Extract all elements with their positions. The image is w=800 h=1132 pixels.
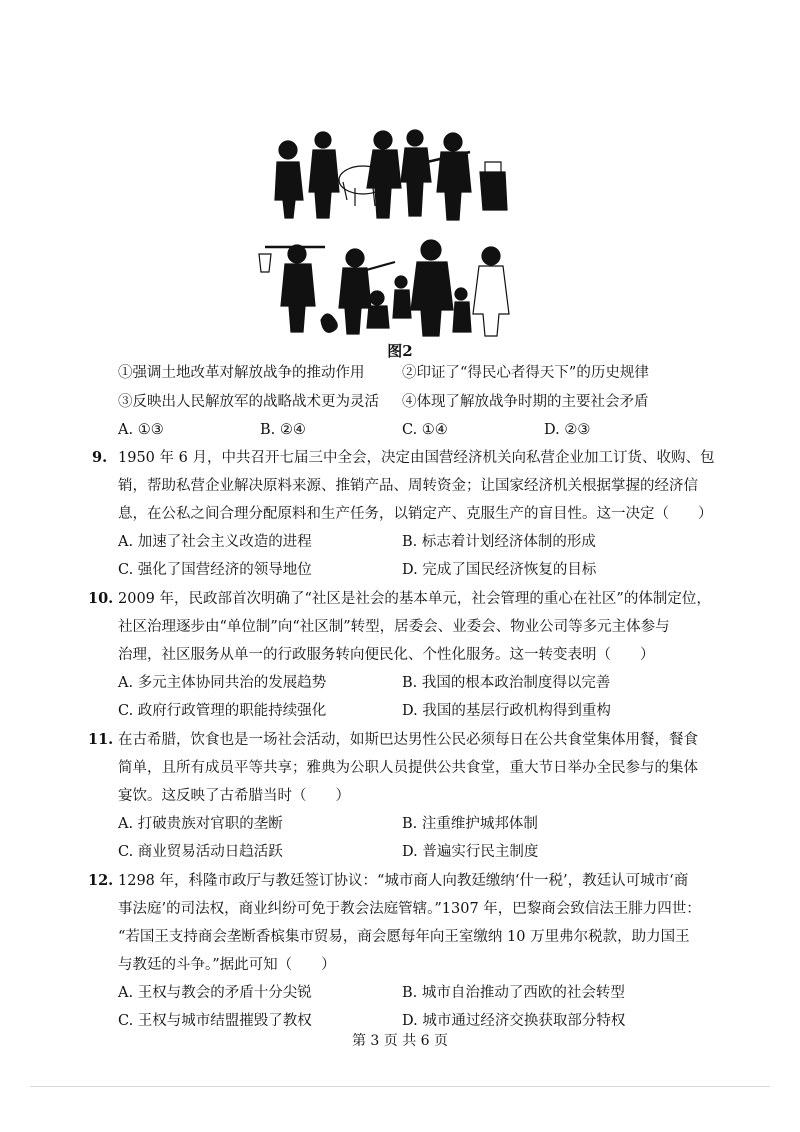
q10-option-c[interactable]: C. 政府行政管理的职能持续强化	[118, 703, 327, 719]
q12-number: 12.	[88, 872, 114, 889]
q8-option-d[interactable]: D. ②③	[544, 422, 591, 438]
q10-option-a[interactable]: A. 多元主体协同共治的发展趋势	[118, 675, 327, 691]
q10-option-b[interactable]: B. 我国的根本政治制度得以完善	[402, 675, 611, 691]
q9-option-d[interactable]: D. 完成了国民经济恢复的目标	[402, 562, 597, 578]
q12-option-b[interactable]: B. 城市自治推动了西欧的社会转型	[402, 985, 625, 1001]
q11-option-d[interactable]: D. 普遍实行民主制度	[402, 844, 539, 860]
q12-stem-line-2: 事法庭’的司法权，商业纠纷可免于教会法庭管辖。”1307 年，巴黎商会致信法王腓力四世：	[118, 901, 701, 917]
bottom-divider	[30, 1086, 770, 1087]
q11-stem-line-2: 简单，且所有成员平等共享；雅典为公职人员提供公共食堂，重大节日举办全民参与的集体	[118, 760, 698, 776]
q10-stem-line-2: 社区治理逐步由“单位制”向“社区制”转型，居委会、业委会、物业公司等多元主体参与	[118, 619, 670, 635]
q10-stem-line-1: 2009 年，民政部首次明确了“社区是社会的基本单元，社会管理的重心在社区”的体制定位，	[118, 591, 711, 607]
q8-statement-4: ④体现了解放战争时期的主要社会矛盾	[402, 394, 649, 410]
q8-statement-2: ②印证了“得民心者得天下”的历史规律	[402, 365, 649, 381]
figure-caption: 图2	[387, 342, 413, 360]
page-number: 第 3 页 共 6 页	[351, 1033, 449, 1049]
q12-stem-line-4: 与教廷的斗争。”据此可知（ ）	[118, 957, 336, 973]
q8-statement-1: ①强调土地改革对解放战争的推动作用	[118, 365, 365, 381]
q9-option-a[interactable]: A. 加速了社会主义改造的进程	[118, 534, 312, 550]
q9-stem-line-1: 1950 年 6 月，中共召开七届三中全会，决定由国营经济机关向私营企业加工订货、收购、包	[118, 450, 715, 466]
q11-option-b[interactable]: B. 注重维护城邦体制	[402, 816, 538, 832]
q8-option-b[interactable]: B. ②④	[260, 422, 306, 438]
q11-stem-line-3: 宴饮。这反映了古希腊当时（ ）	[118, 788, 350, 804]
q11-option-c[interactable]: C. 商业贸易活动日趋活跃	[118, 844, 283, 860]
q11-option-a[interactable]: A. 打破贵族对官职的垄断	[118, 816, 283, 832]
q9-option-b[interactable]: B. 标志着计划经济体制的形成	[402, 534, 596, 550]
q12-option-a[interactable]: A. 王权与教会的矛盾十分尖锐	[118, 985, 312, 1001]
q8-option-a[interactable]: A. ①③	[118, 422, 164, 438]
q10-stem-line-3: 治理，社区服务从单一的行政服务转向便民化、个性化服务。这一转变表明（ ）	[118, 647, 655, 663]
q10-option-d[interactable]: D. 我国的基层行政机构得到重构	[402, 703, 611, 719]
woodcut-illustration	[255, 122, 530, 340]
q9-option-c[interactable]: C. 强化了国营经济的领导地位	[118, 562, 312, 578]
q8-statement-3: ③反映出人民解放军的战略战术更为灵活	[118, 394, 379, 410]
q9-stem-line-2: 销，帮助私营企业解决原料来源、推销产品、周转资金；让国家经济机关根据掌握的经济信	[118, 478, 698, 494]
q12-option-d[interactable]: D. 城市通过经济交换获取部分特权	[402, 1013, 626, 1029]
q10-number: 10.	[88, 590, 114, 607]
q11-number: 11.	[88, 731, 114, 748]
q9-stem-line-3: 息，在公私之间合理分配原料和生产任务，以销定产、克服生产的盲目性。这一决定（ ）	[118, 506, 713, 522]
q8-option-c[interactable]: C. ①④	[402, 422, 448, 438]
q12-option-c[interactable]: C. 王权与城市结盟摧毁了教权	[118, 1013, 312, 1029]
q11-stem-line-1: 在古希腊，饮食也是一场社会活动，如斯巴达男性公民必须每日在公共食堂集体用餐，餐食	[118, 732, 698, 748]
q9-number: 9.	[92, 449, 108, 466]
q12-stem-line-1: 1298 年，科隆市政厅与教廷签订协议：“城市商人向教廷缴纳‘什一税’，教廷认可城市‘商	[118, 873, 689, 889]
q12-stem-line-3: “若国王支持商会垄断香槟集市贸易，商会愿每年向王室缴纳 10 万里弗尔税款，助力国王	[118, 929, 690, 945]
